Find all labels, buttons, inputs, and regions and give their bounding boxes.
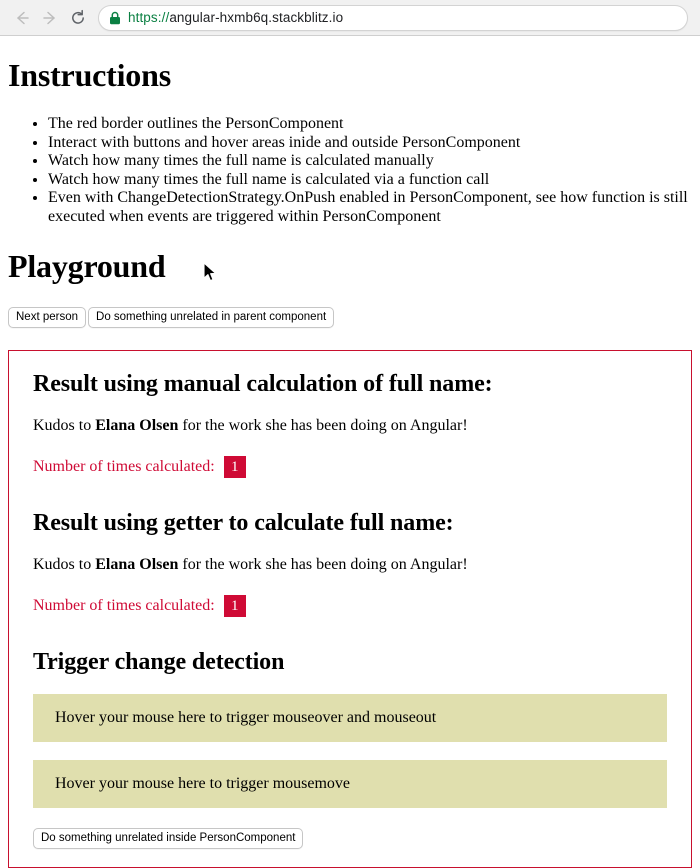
lock-icon	[109, 11, 121, 25]
getter-kudos-text	[33, 556, 667, 574]
instructions-list	[8, 115, 692, 226]
spacer	[33, 617, 667, 649]
person-name: Elana Olsen	[95, 556, 179, 573]
manual-result-heading: Result using manual calculation of full name:	[33, 371, 493, 397]
manual-kudos-text	[33, 417, 667, 435]
instructions-heading: Instructions	[8, 57, 171, 93]
hover-area-mouseover[interactable]: Hover your mouse here to trigger mouseover and mouseout	[33, 694, 667, 742]
page-content	[0, 57, 700, 868]
forward-button[interactable]	[36, 4, 64, 32]
forward-arrow-icon	[41, 9, 59, 27]
back-button[interactable]	[8, 4, 36, 32]
address-bar[interactable]	[98, 5, 688, 31]
url-scheme: https://	[128, 10, 170, 25]
reload-button[interactable]	[64, 4, 92, 32]
unrelated-inside-button[interactable]: Do something unrelated inside PersonComponent	[33, 828, 303, 849]
getter-result-heading: Result using getter to calculate full name:	[33, 510, 454, 536]
getter-counter-value: 1	[224, 595, 246, 617]
reload-icon	[69, 9, 87, 27]
list-item: • Watch how many times the full name is calculated manually	[48, 152, 692, 171]
manual-counter-label: Number of times calculated:	[33, 458, 215, 475]
spacer	[33, 478, 667, 510]
unrelated-parent-button[interactable]: Do something unrelated in parent component	[88, 307, 334, 328]
getter-counter	[33, 595, 667, 617]
hover-area-mousemove[interactable]: Hover your mouse here to trigger mousemove	[33, 760, 667, 808]
list-item: • The red border outlines the PersonComponent	[48, 115, 692, 134]
kudos-suffix: for the work she has been doing on Angular!	[178, 417, 468, 434]
manual-counter-value: 1	[224, 456, 246, 478]
manual-counter	[33, 456, 667, 478]
kudos-prefix: Kudos to	[33, 417, 96, 434]
list-item: • Interact with buttons and hover areas inide and outside PersonComponent	[48, 134, 692, 153]
list-item: • Even with ChangeDetectionStrategy.OnPush enabled in PersonComponent, see how function is still executed when events are triggered within PersonComponent	[48, 189, 692, 226]
person-component-button-row	[33, 828, 667, 849]
next-person-button[interactable]: Next person	[8, 307, 86, 328]
address-bar-url	[128, 10, 343, 25]
getter-counter-label: Number of times calculated:	[33, 597, 215, 614]
browser-toolbar	[0, 0, 700, 36]
trigger-change-detection-heading: Trigger change detection	[33, 649, 285, 675]
kudos-suffix: for the work she has been doing on Angular!	[178, 556, 468, 573]
playground-heading: Playground	[8, 248, 166, 284]
playground-button-row	[8, 307, 692, 328]
kudos-prefix: Kudos to	[33, 556, 96, 573]
person-name: Elana Olsen	[95, 417, 179, 434]
list-item: • Watch how many times the full name is calculated via a function call	[48, 171, 692, 190]
url-host: angular-hxmb6q.stackblitz.io	[169, 10, 344, 25]
back-arrow-icon	[13, 9, 31, 27]
person-component	[8, 350, 692, 868]
